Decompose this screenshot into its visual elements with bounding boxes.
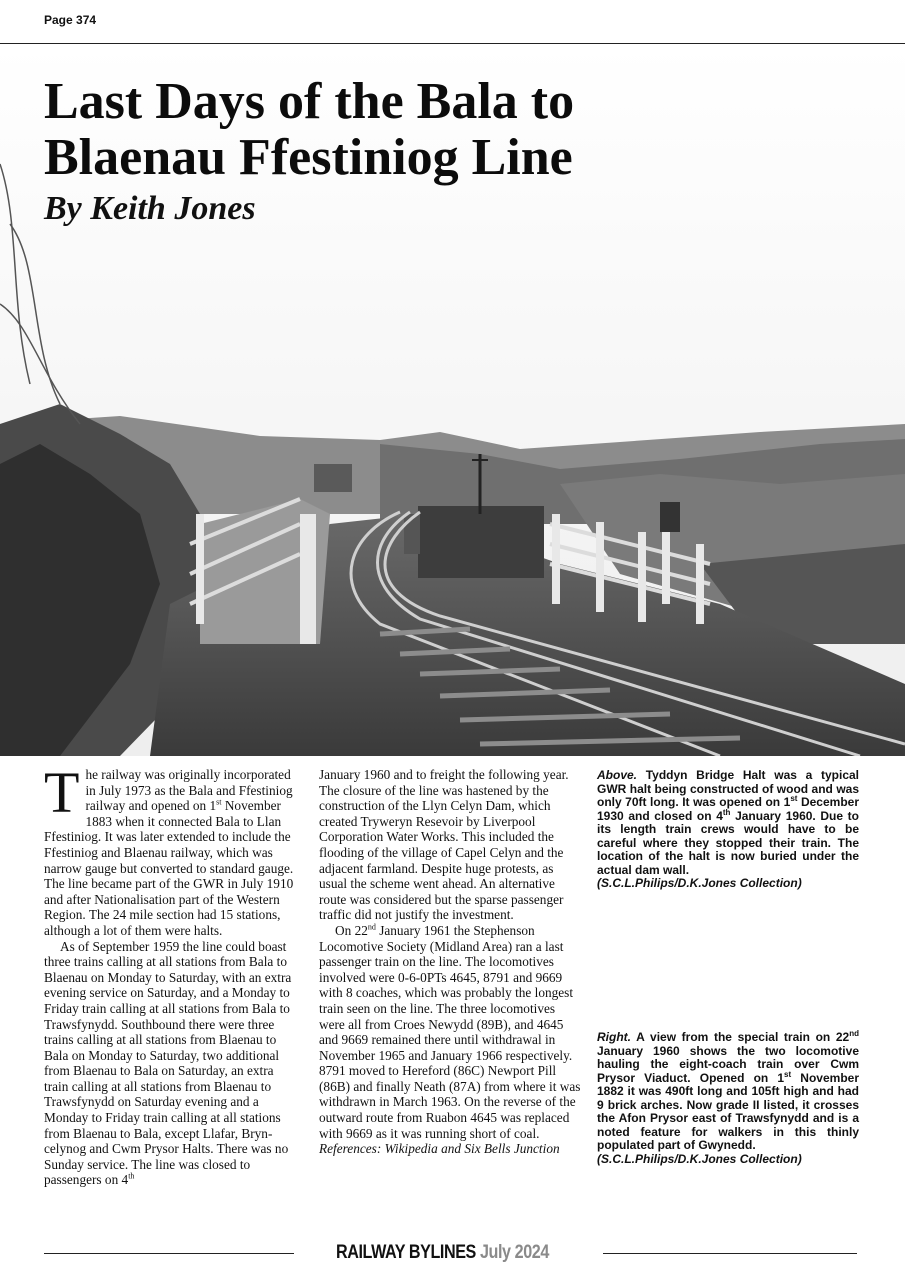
- drop-cap: T: [44, 760, 80, 825]
- footer-rule-left: [44, 1253, 294, 1254]
- paragraph-4: On 22nd January 1961 the Stephenson Locomotive Society (Midland Area) ran a last passenger train on the line. The locomotives involved were 0-6-0PTs 4645, 8791 and 9669 with 8 coaches, which was probably the longest train seen on the line. The three locomotives were all from Croes Newydd (89B), and 4645 and 9669 remained there until withdrawal in November 1965 and January 1966 respectively. 8791 moved to Hereford (86C) Newport Pill (86B) and finally Neath (87A) from where it was withdrawn in March 1963. On the reverse of the outward route from Ruabon 4645 was replaced with 9669 as it was running short of coal.: [319, 922, 581, 1141]
- issue-date: July 2024: [479, 1242, 549, 1263]
- body-column-2: [319, 767, 581, 1157]
- footer-masthead: [336, 1242, 549, 1264]
- footer-rule-right: [603, 1253, 857, 1254]
- references: References: Wikipedia and Six Bells Junction: [319, 1141, 560, 1157]
- caption-right: Right. A view from the special train on 22nd January 1960 shows the two locomotive hauling the eight-coach train over Cwm Prysor Viaduct. Opened on 1st November 1882 it was 490ft long and 105ft high and had 9 brick arches. Now grade II listed, it crosses the Afon Prysor east of Trawsfynydd and is a noted feature for walkers in this thinly populated part of Gwynedd. (S.C.L.Philips/D.K.Jones Collection): [597, 1029, 859, 1166]
- body-column-1: [44, 760, 298, 1188]
- photo-credit-above: (S.C.L.Philips/D.K.Jones Collection): [597, 876, 802, 890]
- page-number: Page 374: [44, 13, 97, 27]
- caption-above: Above. Tyddyn Bridge Halt was a typical GWR halt being constructed of wood and was only 70ft long. It was opened on 1st December 1930 and closed on 4th January 1960. Due to its length train crews would have to be careful where they stopped their train. The location of the halt is now buried under the actual dam wall. (S.C.L.Philips/D.K.Jones Collection): [597, 768, 860, 890]
- paragraph-2: As of September 1959 the line could boast three trains calling at all stations from Bala to Blaenau on Monday to Saturday, with an extra evening service on Saturday, and a Monday to Friday train calling at all stations from Bala to Trawsfynydd. Southbound there were three trains calling at all stations from Blaenau to Bala on Monday to Saturday, two additional from Blaenau to Bala on Saturday, an extra train calling at all stations from Blaenau to Trawsfynydd on Saturday evening and a Monday to Friday train calling at all stations from Blaenau to Bala, except Llafar, Bryn-celynog and Cwm Prysor Halts. There was no Sunday service. The line was closed to passengers on 4th: [44, 938, 292, 1188]
- photo-credit-right: (S.C.L.Philips/D.K.Jones Collection): [597, 1151, 802, 1166]
- title-line-2: Blaenau Ffestiniog Line: [44, 129, 573, 186]
- paragraph-3: January 1960 and to freight the following year. The closure of the line was hastened by the construction of the Llyn Celyn Dam, which created Tryweryn Resevoir by Liverpool Corporation Water Works. This included the flooding of the village of Capel Celyn and the adjacent farmland. Despite huge protests, as usual the scheme went ahead. An alternative route was considered but the sparse passenger traffic did not justify the investment.: [319, 767, 569, 923]
- byline: By Keith Jones: [44, 190, 256, 227]
- magazine-name: RAILWAY BYLINES: [336, 1242, 476, 1263]
- title-line-1: Last Days of the Bala to: [44, 73, 575, 130]
- paragraph-1: The railway was originally incorporated in July 1973 as the Bala and Ffestiniog railway and opened on 1st November 1883 when it connected Bala to Llan Ffestiniog. It was later extended to include the Ffestiniog and Blaenau railway, which was narrow gauge but converted to standard gauge. The line became part of the GWR in July 1910 and after Nationalisation part of the Western Region. The 24 mile section had 15 stations, although a lot of them were halts.: [44, 760, 294, 938]
- article-title: [44, 74, 574, 186]
